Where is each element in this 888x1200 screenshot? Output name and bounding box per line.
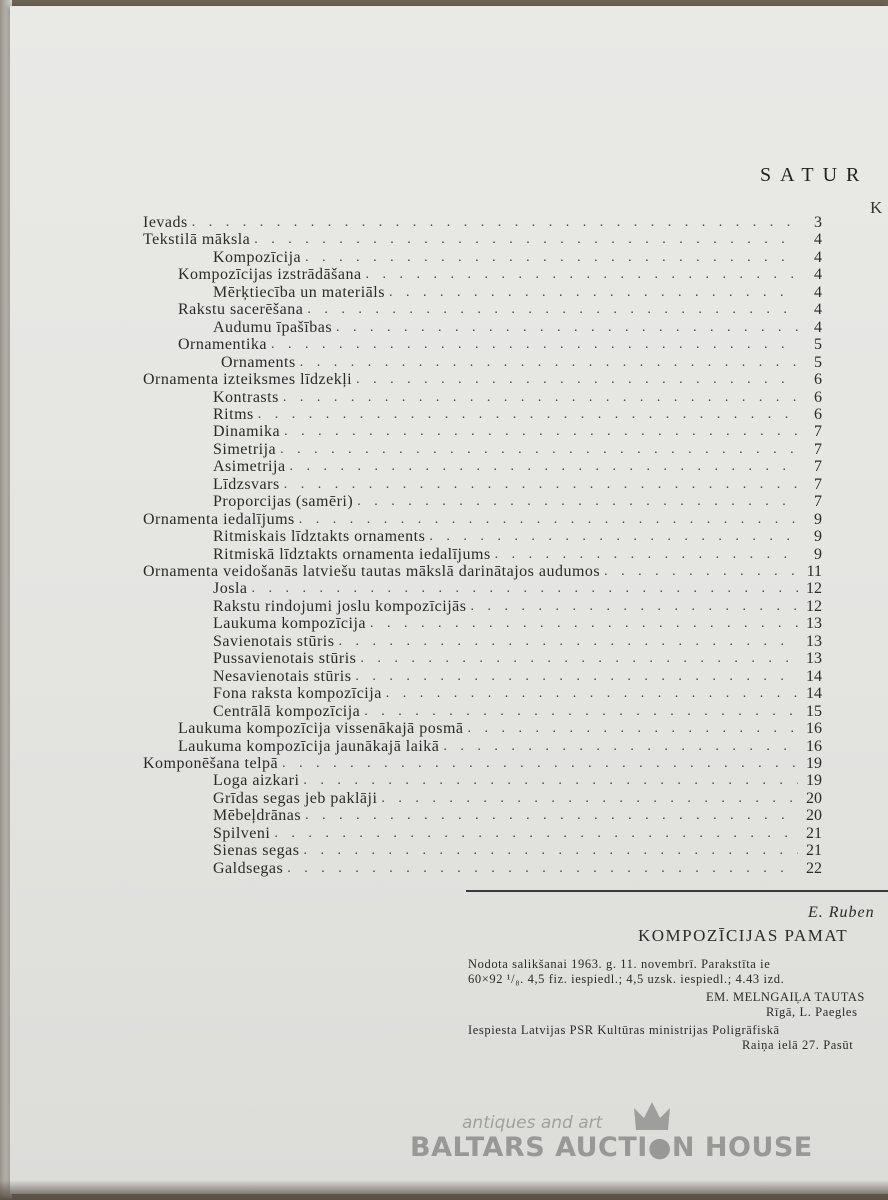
toc-entry xyxy=(213,423,822,441)
imprint-publisher: EM. MELNGAIĻA TAUTAS xyxy=(706,990,865,1004)
toc-entry-title: Mēbeļdrānas xyxy=(213,807,302,824)
toc-leader-dots xyxy=(468,720,798,738)
contents-heading: SATUR xyxy=(760,164,869,186)
toc-entry-title: Ornaments xyxy=(221,354,296,371)
toc-entry xyxy=(178,336,822,354)
toc-entry xyxy=(213,389,822,407)
toc-entry-title: Simetrija xyxy=(213,441,277,458)
toc-entry-title: Ritms xyxy=(213,406,254,423)
toc-page-number: 6 xyxy=(814,406,822,423)
toc-entry xyxy=(213,703,822,721)
toc-page-number: 14 xyxy=(806,685,822,702)
toc-entry xyxy=(213,650,822,668)
imprint-line: 60×92 ¹/₈. 4,5 fiz. iespiedl.; 4,5 uzsk. iespiedl.; 4.43 izd. xyxy=(468,972,785,986)
toc-entry-title: Audumu īpašības xyxy=(213,319,333,336)
toc-entry xyxy=(213,441,822,459)
toc-entry-title: Rakstu rindojumi joslu kompozīcijās xyxy=(213,598,467,615)
toc-page-number: 3 xyxy=(814,214,822,231)
toc-page-number: 20 xyxy=(806,807,822,824)
toc-page-number: 19 xyxy=(806,755,822,772)
toc-entry-title: Ornamenta izteiksmes līdzekļi xyxy=(143,371,353,388)
toc-entry-title: Ritmiskais līdztakts ornaments xyxy=(213,528,426,545)
toc-leader-dots xyxy=(252,580,799,598)
watermark-brand: BALTARS AUCTI●N HOUSE xyxy=(410,1132,813,1163)
toc-entry-title: Nesavienotais stūris xyxy=(213,668,352,685)
toc-page-number: 4 xyxy=(814,301,822,318)
toc-entry xyxy=(143,563,822,581)
toc-page-number: 12 xyxy=(806,580,822,597)
toc-page-number: 5 xyxy=(814,354,822,371)
toc-entry-title: Mērķtiecība un materiāls xyxy=(213,284,385,301)
toc-entry xyxy=(143,231,822,249)
toc-entry xyxy=(213,807,822,825)
toc-entry xyxy=(213,284,822,302)
toc-entry xyxy=(213,790,822,808)
toc-leader-dots xyxy=(305,249,798,267)
toc-page-number: 5 xyxy=(814,336,822,353)
toc-page-number: 19 xyxy=(806,772,822,789)
toc-leader-dots xyxy=(381,790,798,808)
toc-entry xyxy=(213,580,822,598)
toc-page-number: 9 xyxy=(814,546,822,563)
toc-entry xyxy=(178,301,822,319)
toc-entry-title: Tekstilā māksla xyxy=(143,231,251,248)
toc-entry-title: Sienas segas xyxy=(213,842,300,859)
toc-leader-dots xyxy=(307,301,798,319)
toc-page-number: 13 xyxy=(806,633,822,650)
toc-entry xyxy=(178,720,822,738)
toc-leader-dots xyxy=(254,231,798,249)
toc-entry-title: Proporcijas (samēri) xyxy=(213,493,354,510)
toc-leader-dots xyxy=(357,493,798,511)
toc-entry xyxy=(213,825,822,843)
toc-entry-title: Kompozīcija xyxy=(213,249,302,266)
toc-entry-title: Galdsegas xyxy=(213,860,284,877)
toc-leader-dots xyxy=(192,214,798,232)
toc-entry xyxy=(213,476,822,494)
toc-entry-title: Loga aizkari xyxy=(213,772,300,789)
crown-icon xyxy=(632,1100,672,1134)
toc-leader-dots xyxy=(389,284,798,302)
toc-entry xyxy=(213,319,822,337)
toc-entry-title: Ornamenta iedalījums xyxy=(143,511,295,528)
toc-leader-dots xyxy=(303,842,798,860)
toc-entry xyxy=(213,668,822,686)
toc-leader-dots xyxy=(443,738,798,756)
toc-page-number: 4 xyxy=(814,266,822,283)
toc-leader-dots xyxy=(336,319,798,337)
toc-entry-title: Līdzsvars xyxy=(213,476,280,493)
toc-entry xyxy=(213,842,822,860)
toc-entry xyxy=(213,249,822,267)
toc-leader-dots xyxy=(429,528,798,546)
toc-entry xyxy=(213,615,822,633)
toc-entry xyxy=(213,860,822,878)
cropped-side-letter: K xyxy=(870,198,883,217)
imprint-line: Nodota salikšanai 1963. g. 11. novembrī. Parakstīta ie xyxy=(468,957,771,971)
toc-entry-title: Laukuma kompozīcija jaunākajā laikā xyxy=(178,738,440,755)
toc-entry xyxy=(213,772,822,790)
toc-entry xyxy=(143,371,822,389)
toc-page-number: 16 xyxy=(806,738,822,755)
toc-entry-title: Dinamika xyxy=(213,423,281,440)
toc-page-number: 20 xyxy=(806,790,822,807)
toc-page-number: 7 xyxy=(814,476,822,493)
toc-leader-dots xyxy=(360,650,798,668)
toc-entry-title: Rakstu sacerēšana xyxy=(178,301,304,318)
toc-entry xyxy=(143,511,822,529)
toc-entry-title: Ornamenta veidošanās latviešu tautas mākslā darinātajos audumos xyxy=(143,563,601,580)
toc-entry-title: Ornamentika xyxy=(178,336,268,353)
toc-entry-title: Asimetrija xyxy=(213,458,286,475)
toc-leader-dots xyxy=(274,825,798,843)
toc-entry-title: Pussavienotais stūris xyxy=(213,650,357,667)
toc-page-number: 4 xyxy=(814,284,822,301)
toc-leader-dots xyxy=(287,860,798,878)
toc-page-number: 13 xyxy=(806,615,822,632)
toc-leader-dots xyxy=(284,423,798,441)
toc-leader-dots xyxy=(282,755,798,773)
toc-entry-title: Fona raksta kompozīcija xyxy=(213,685,382,702)
toc-leader-dots xyxy=(370,615,798,633)
toc-entry-title: Savienotais stūris xyxy=(213,633,335,650)
toc-entry xyxy=(213,458,822,476)
toc-page-number: 11 xyxy=(806,563,822,580)
toc-leader-dots xyxy=(303,772,798,790)
imprint-line: Raiņa ielā 27. Pasūt xyxy=(742,1038,854,1052)
toc-leader-dots xyxy=(271,336,798,354)
toc-entry-title: Laukuma kompozīcija xyxy=(213,615,367,632)
watermark-tagline: antiques and art xyxy=(462,1113,603,1133)
toc-entry xyxy=(221,354,822,372)
toc-entry xyxy=(143,755,822,773)
toc-leader-dots xyxy=(470,598,798,616)
toc-page-number: 7 xyxy=(814,423,822,440)
toc-leader-dots xyxy=(495,546,798,564)
toc-page-number: 6 xyxy=(814,371,822,388)
toc-entry xyxy=(178,266,822,284)
toc-page-number: 4 xyxy=(814,231,822,248)
toc-entry xyxy=(213,685,822,703)
toc-entry-title: Laukuma kompozīcija vissenākajā posmā xyxy=(178,720,464,737)
toc-leader-dots xyxy=(284,476,798,494)
toc-entry-title: Kontrasts xyxy=(213,389,279,406)
toc-entry xyxy=(213,633,822,651)
toc-entry xyxy=(213,406,822,424)
toc-page-number: 7 xyxy=(814,493,822,510)
toc-page-number: 16 xyxy=(806,720,822,737)
toc-leader-dots xyxy=(299,511,798,529)
toc-leader-dots xyxy=(258,406,798,424)
toc-leader-dots xyxy=(305,807,798,825)
toc-page-number: 4 xyxy=(814,319,822,336)
imprint-line: Iespiesta Latvijas PSR Kultūras ministrijas Poligrāfiskā xyxy=(468,1023,780,1037)
toc-page-number: 21 xyxy=(806,842,822,859)
toc-entry-title: Grīdas segas jeb paklāji xyxy=(213,790,378,807)
toc-entry-title: Spilveni xyxy=(213,825,271,842)
toc-page-number: 9 xyxy=(814,511,822,528)
imprint-book-title: KOMPOZĪCIJAS PAMAT xyxy=(638,926,849,945)
toc-entry-title: Komponēšana telpā xyxy=(143,755,279,772)
toc-entry-title: Kompozīcijas izstrādāšana xyxy=(178,266,362,283)
toc-entry xyxy=(213,493,822,511)
toc-leader-dots xyxy=(283,389,798,407)
bottom-shadow xyxy=(0,1180,888,1200)
toc-page-number: 9 xyxy=(814,528,822,545)
imprint-divider xyxy=(466,890,888,892)
toc-page-number: 12 xyxy=(806,598,822,615)
toc-entry-title: Josla xyxy=(213,580,248,597)
toc-entry xyxy=(213,528,822,546)
toc-page-number: 7 xyxy=(814,441,822,458)
toc-page-number: 6 xyxy=(814,389,822,406)
toc-leader-dots xyxy=(338,633,798,651)
imprint-author: E. Ruben xyxy=(808,904,875,921)
toc-entry-title: Ritmiskā līdztakts ornamenta iedalījums xyxy=(213,546,491,563)
toc-entry xyxy=(178,738,822,756)
toc-entry xyxy=(143,214,822,232)
toc-leader-dots xyxy=(290,458,798,476)
imprint-line: Rīgā, L. Paegles xyxy=(766,1005,858,1019)
toc-page-number: 7 xyxy=(814,458,822,475)
toc-page-number: 13 xyxy=(806,650,822,667)
toc-leader-dots xyxy=(604,563,798,581)
toc-entry xyxy=(213,598,822,616)
toc-leader-dots xyxy=(356,371,798,389)
toc-leader-dots xyxy=(364,703,798,721)
toc-page-number: 14 xyxy=(806,668,822,685)
toc-page-number: 21 xyxy=(806,825,822,842)
toc-leader-dots xyxy=(280,441,798,459)
toc-entry xyxy=(213,546,822,564)
toc-leader-dots xyxy=(300,354,798,372)
toc-leader-dots xyxy=(355,668,798,686)
toc-leader-dots xyxy=(386,685,798,703)
toc-entry-title: Centrālā kompozīcija xyxy=(213,703,361,720)
toc-entry-title: Ievads xyxy=(143,214,188,231)
toc-page-number: 4 xyxy=(814,249,822,266)
toc-page-number: 15 xyxy=(806,703,822,720)
toc-page-number: 22 xyxy=(806,860,822,877)
toc-leader-dots xyxy=(366,266,798,284)
